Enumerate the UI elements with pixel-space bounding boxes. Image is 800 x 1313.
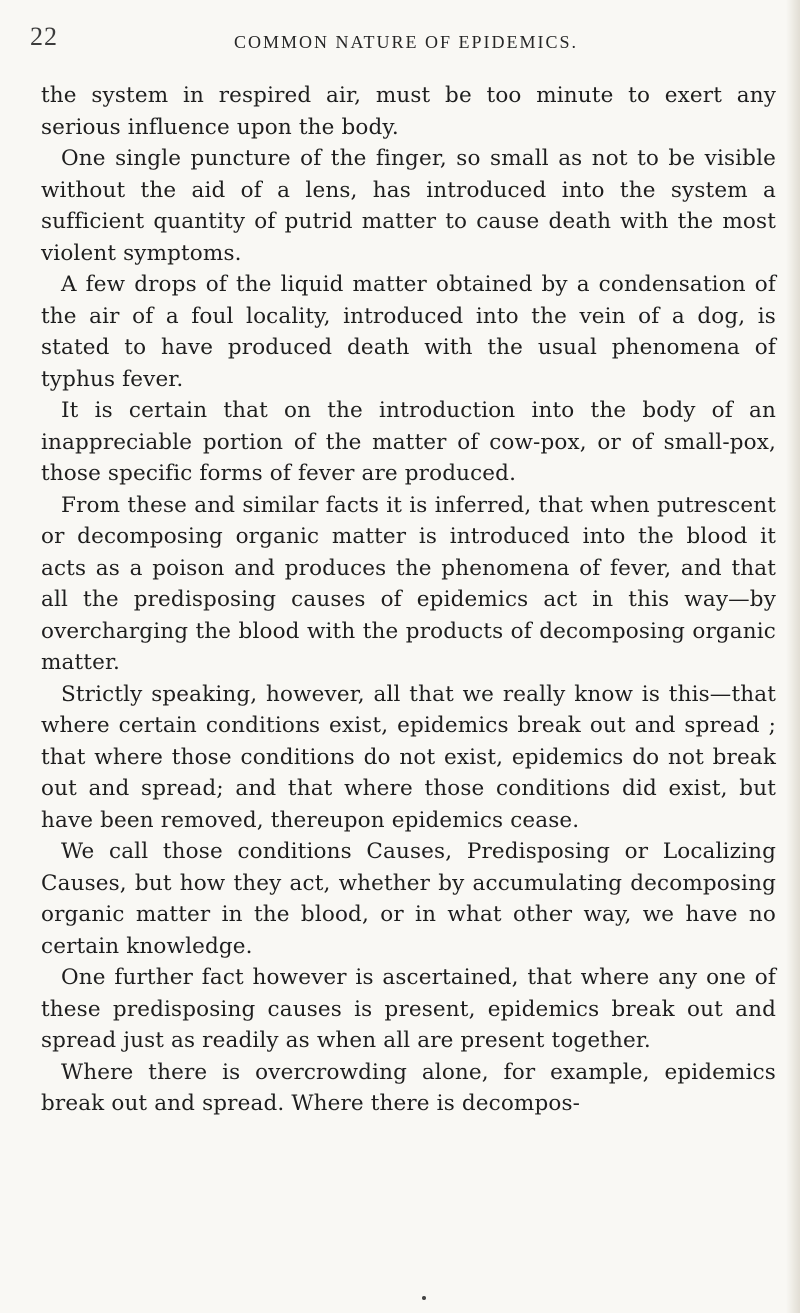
paragraph-7: We call those conditions Causes, Predisposing or Localizing Causes, but how they act, whether by accumulating decomposing organic matter in the blood, or in what other way, we have no certain knowledge. <box>41 839 776 959</box>
paragraph-5: From these and similar facts it is inferred, that when putrescent or decomposing organic matter is introduced into the blood it acts as a poison and produces the phenomena of fever, and that all the predisposing causes of epidemics act in this way—by overcharging the blood with the products of decomposing organic matter. <box>41 492 776 675</box>
ink-speck <box>422 1296 426 1300</box>
paragraph-2: One single puncture of the finger, so small as not to be visible without the aid of a lens, has introduced into the system a sufficient quantity of putrid matter to cause death with the most violent symptoms. <box>41 146 776 266</box>
paragraph-8: One further fact however is ascertained, that where any one of these predisposing causes is present, epidemics break out and spread just as readily as when all are present together. <box>41 965 776 1053</box>
page-edge-shadow <box>786 0 800 1313</box>
paragraph-1: the system in respired air, must be too minute to exert any serious influence upon the body. <box>41 83 776 140</box>
page-header <box>30 24 782 64</box>
paragraph-3: A few drops of the liquid matter obtained by a condensation of the air of a foul locality, introduced into the vein of a dog, is stated to have produced death with the usual phenomena of typhus fever. <box>41 272 776 392</box>
page-number: 22 <box>30 22 58 51</box>
paragraph-6: Strictly speaking, however, all that we really know is this—that where certain conditions exist, epidemics break out and spread ; that where those conditions do not exist, epidemics do not break out and spread; and that where those conditions did exist, but have been removed, thereupon epidemics cease. <box>41 681 776 833</box>
paragraph-4: It is certain that on the introduction into the body of an inappreciable portion of the matter of cow-pox, or of small-pox, those specific forms of fever are produced. <box>41 398 776 486</box>
paragraph-9: Where there is overcrowding alone, for example, epidemics break out and spread. Where there is decompos- <box>41 1059 776 1116</box>
running-head: COMMON NATURE OF EPIDEMICS. <box>233 32 579 52</box>
body-text <box>41 80 776 1120</box>
